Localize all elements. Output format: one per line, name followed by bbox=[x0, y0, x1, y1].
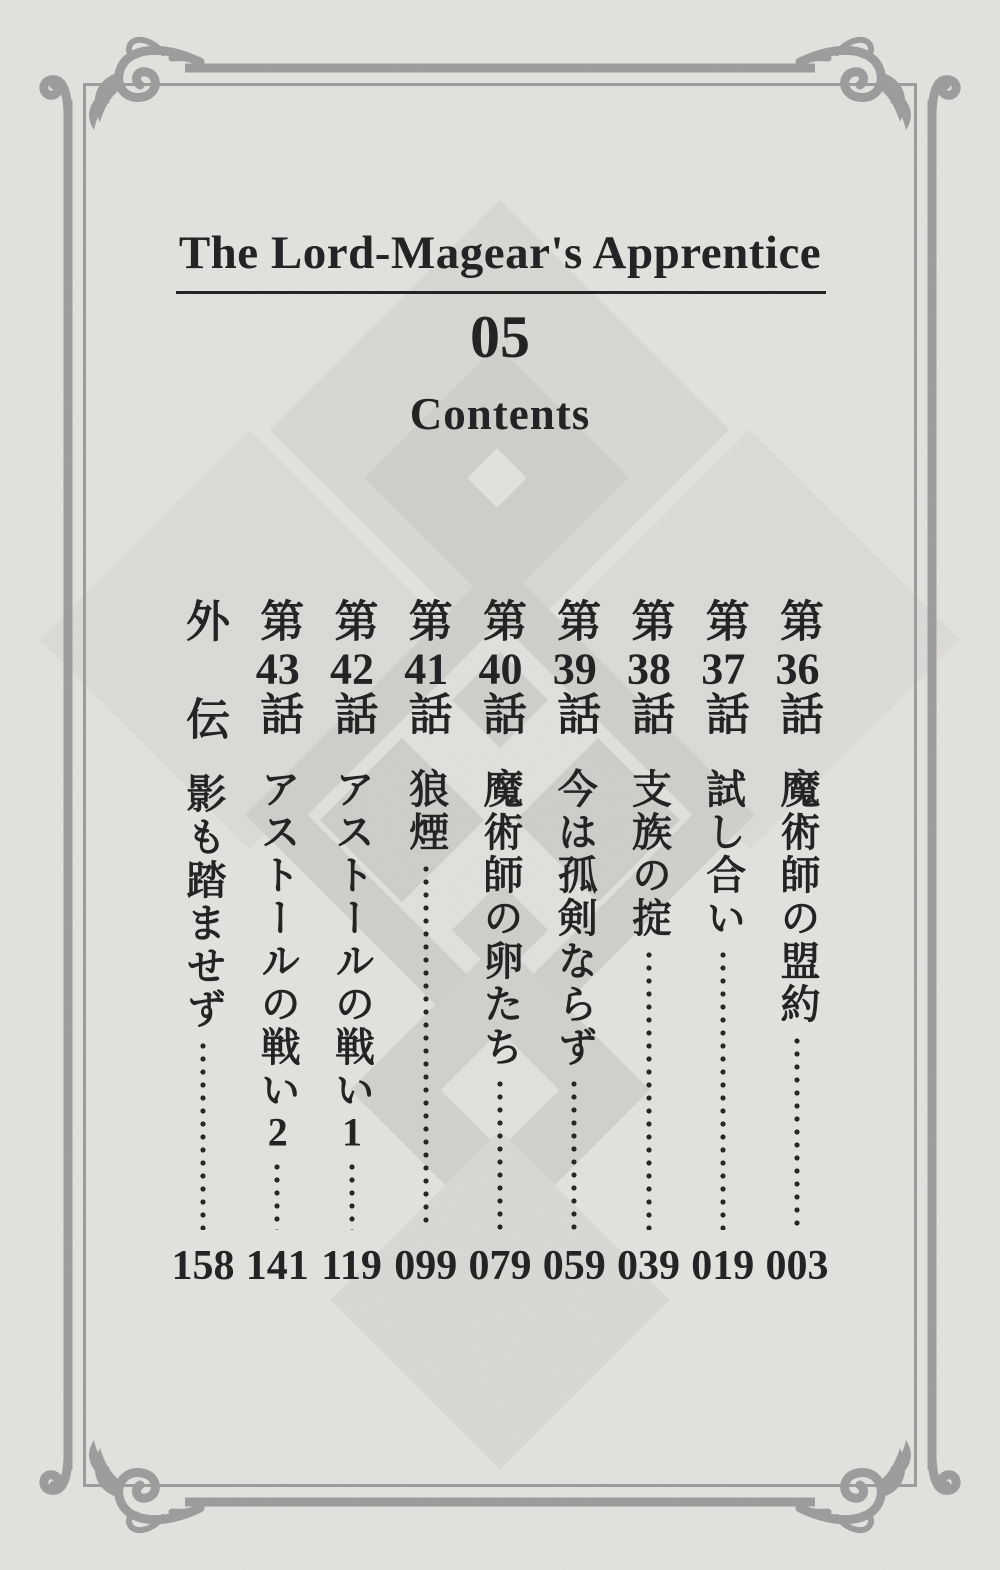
toc-entry bbox=[242, 598, 312, 1290]
toc-entry bbox=[614, 598, 684, 1290]
toc-entry bbox=[317, 598, 387, 1290]
chapter-number-label: 第43話 bbox=[253, 598, 303, 740]
chapter-title: 支族の掟 bbox=[626, 768, 672, 940]
chapter-number-label: 第40話 bbox=[476, 598, 525, 740]
chapter-number-label: 外 伝 bbox=[179, 598, 228, 745]
dot-leader bbox=[348, 1161, 356, 1230]
upright-digits: 40 bbox=[478, 647, 523, 691]
chapter-title: 影も踏ませず bbox=[181, 773, 226, 1031]
chapter-number-label: 第39話 bbox=[550, 598, 600, 740]
table-of-contents bbox=[168, 598, 832, 1290]
page-number: 079 bbox=[468, 1243, 532, 1289]
chapter-number-label: 第37話 bbox=[698, 598, 748, 740]
toc-entry bbox=[539, 598, 609, 1290]
upright-digits: 37 bbox=[701, 647, 746, 691]
title-underline bbox=[176, 291, 826, 294]
chapter-number-label: 第41話 bbox=[401, 598, 451, 740]
toc-entry bbox=[168, 598, 238, 1290]
chapter-title: アストールの戦い2 bbox=[255, 768, 301, 1152]
dot-leader bbox=[496, 1078, 504, 1230]
series-title: The Lord-Magear's Apprentice bbox=[178, 227, 822, 279]
chapter-number-label: 第42話 bbox=[327, 598, 377, 740]
dot-leader bbox=[422, 863, 430, 1230]
page-number: 141 bbox=[245, 1243, 309, 1289]
upright-digits: 41 bbox=[404, 647, 449, 691]
volume-number: 05 bbox=[470, 304, 530, 370]
toc-entry bbox=[688, 598, 758, 1290]
upright-digits: 1 bbox=[342, 1112, 362, 1152]
toc-entry bbox=[762, 598, 832, 1290]
upright-digits: 38 bbox=[627, 647, 671, 691]
upright-digits: 2 bbox=[267, 1112, 288, 1152]
contents-heading: Contents bbox=[409, 389, 591, 439]
chapter-title: 狼煙 bbox=[403, 768, 449, 854]
upright-digits: 42 bbox=[330, 647, 374, 691]
chapter-number-label: 第38話 bbox=[624, 598, 674, 740]
upright-digits: 36 bbox=[775, 647, 820, 691]
page-number: 158 bbox=[171, 1243, 235, 1289]
dot-leader bbox=[793, 1035, 801, 1230]
page-number: 119 bbox=[321, 1243, 382, 1289]
chapter-title: 今は孤剣ならず bbox=[552, 768, 598, 1069]
toc-entry bbox=[391, 598, 461, 1290]
dot-leader bbox=[645, 949, 653, 1230]
dot-leader bbox=[273, 1161, 281, 1230]
toc-entry bbox=[465, 598, 535, 1290]
chapter-title: 魔術師の卵たち bbox=[478, 768, 523, 1069]
chapter-number-label: 第36話 bbox=[773, 598, 822, 740]
chapter-title: アストールの戦い1 bbox=[329, 768, 375, 1152]
dot-leader bbox=[199, 1040, 207, 1230]
page-number: 019 bbox=[691, 1243, 755, 1289]
upright-digits: 43 bbox=[255, 647, 300, 691]
page-number: 039 bbox=[617, 1243, 680, 1289]
page-number: 099 bbox=[394, 1243, 458, 1289]
upright-digits: 39 bbox=[552, 647, 597, 691]
page-number: 003 bbox=[765, 1243, 829, 1289]
dot-leader bbox=[570, 1078, 578, 1230]
dot-leader bbox=[719, 949, 727, 1230]
chapter-title: 試し合い bbox=[700, 768, 746, 940]
page-number: 059 bbox=[542, 1243, 606, 1289]
chapter-title: 魔術師の盟約 bbox=[775, 768, 820, 1026]
